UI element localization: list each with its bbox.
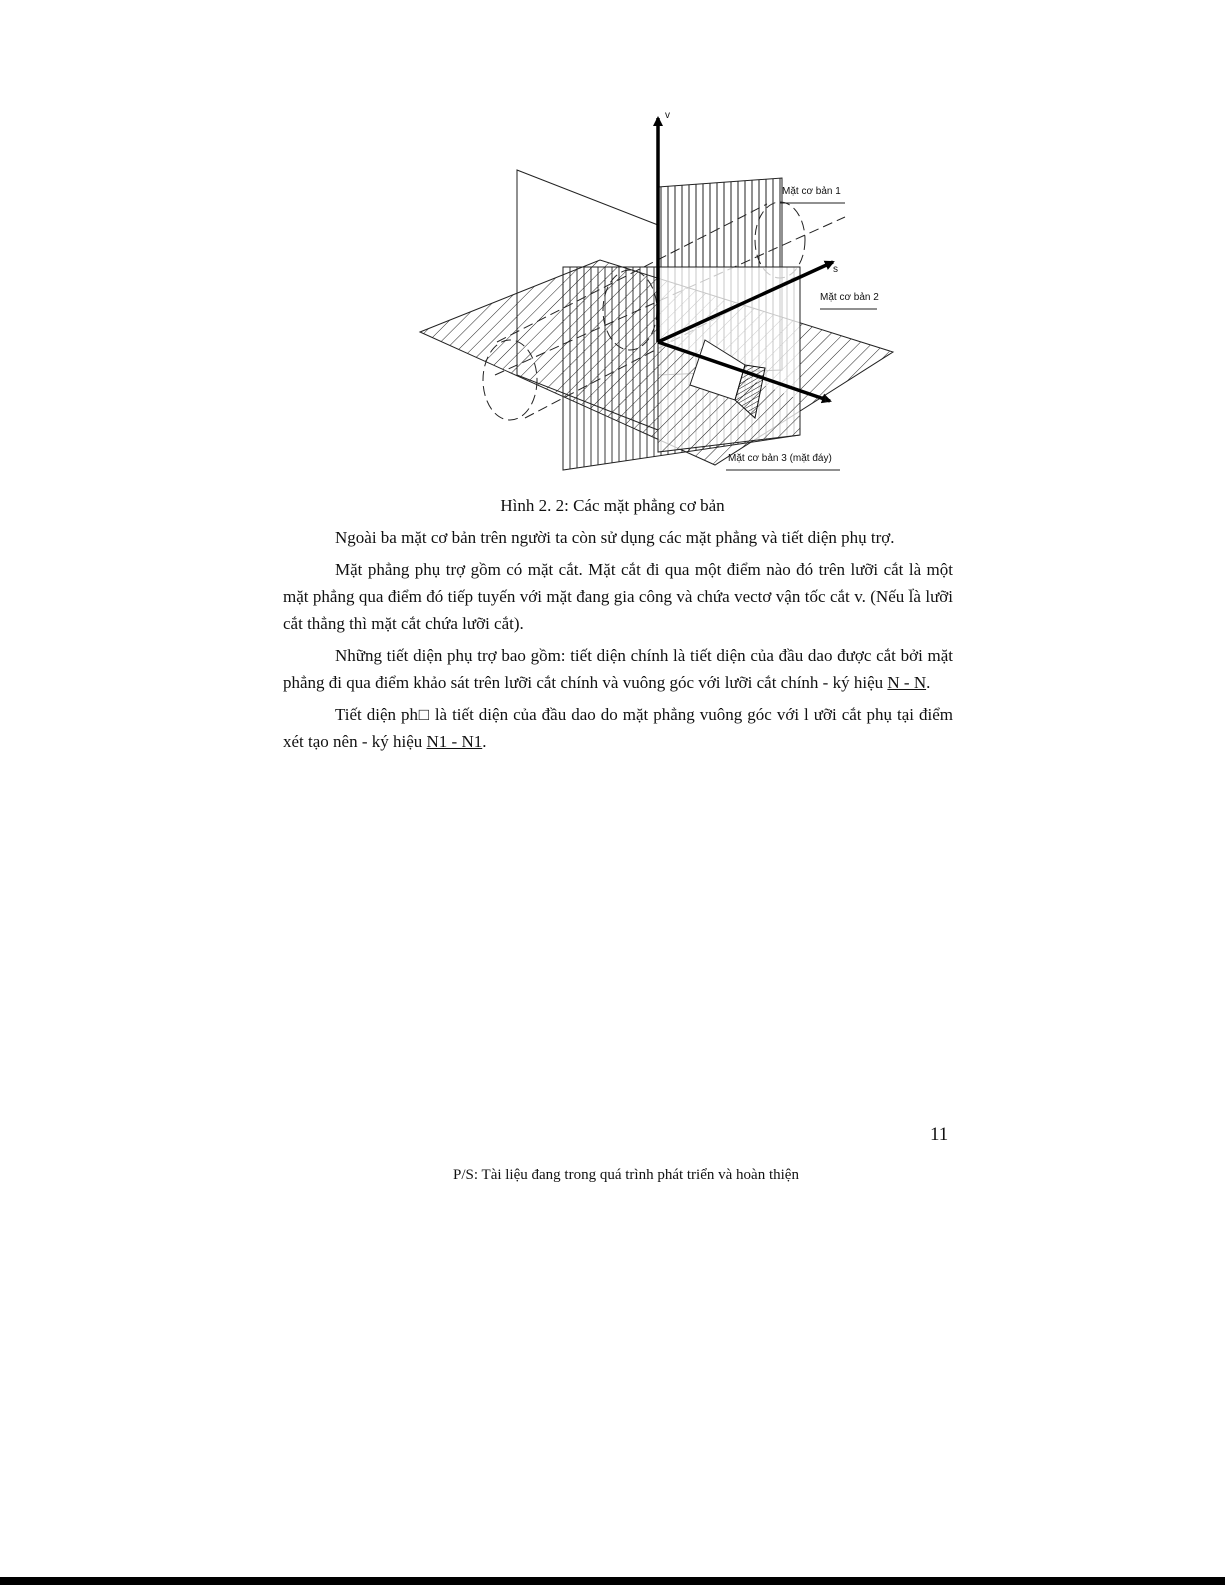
figure-basic-planes [415,100,905,480]
paragraph-4 [283,701,953,755]
paragraph-3-tail: . [926,673,931,692]
axis-label-t: t [824,394,827,405]
axis-label-s: s [833,264,838,275]
symbol-n-n: N - N [887,673,927,692]
paragraph-1: Ngoài ba mặt cơ bản trên người ta còn sử dụng các mặt phẳng và tiết diện phụ trợ. [335,528,895,547]
paragraph-4-tail: . [482,732,487,751]
page-number: 11 [930,1124,949,1145]
symbol-n1-n1: N1 - N1 [426,732,483,751]
paragraph-2 [283,556,953,637]
plane-label-1: Mặt cơ bản 1 [782,186,841,197]
paragraph-2-tail: . (Nếu là lưỡi cắt thẳng thì mặt cắt chứa lưỡi cắt). [283,587,953,633]
paragraph-2-text: Mặt phẳng phụ trợ gồm có mặt cắt. Mặt cắt đi qua một điểm nào đó trên lưỡi cắt là một mặt phẳng qua điểm đó tiếp tuyến với mặt đang gia công và chứa vectơ vận tốc cắt [283,560,953,606]
body-text [283,524,953,760]
footer-note: P/S: Tài liệu đang trong quá trình phát triển và hoàn thiện [453,1167,799,1183]
paragraph-4-text: Tiết diện ph□ là tiết diện của đầu dao do mặt phẳng vuông góc với l ưỡi cắt phụ tại điểm xét tạo nên - ký hiệu [283,705,953,751]
paragraph-3-text: Những tiết diện phụ trợ bao gồm: tiết diện chính là tiết diện của đầu dao được cắt bởi mặt phẳng đi qua điểm khảo sát trên lưỡi cắt chính và vuông góc với lưỡi cắt chính - ký hiệu [283,646,953,692]
paragraph-3 [283,642,953,696]
plane-label-2: Mặt cơ bản 2 [820,292,879,303]
axis-label-v: v [665,110,670,121]
vector-v-symbol: → v [854,587,861,606]
plane-label-3: Mặt cơ bản 3 (mặt đáy) [728,453,832,464]
figure-caption: Hình 2. 2: Các mặt phẳng cơ bản [500,496,725,515]
bottom-border [0,1577,1225,1585]
basic-planes-diagram [415,100,905,480]
